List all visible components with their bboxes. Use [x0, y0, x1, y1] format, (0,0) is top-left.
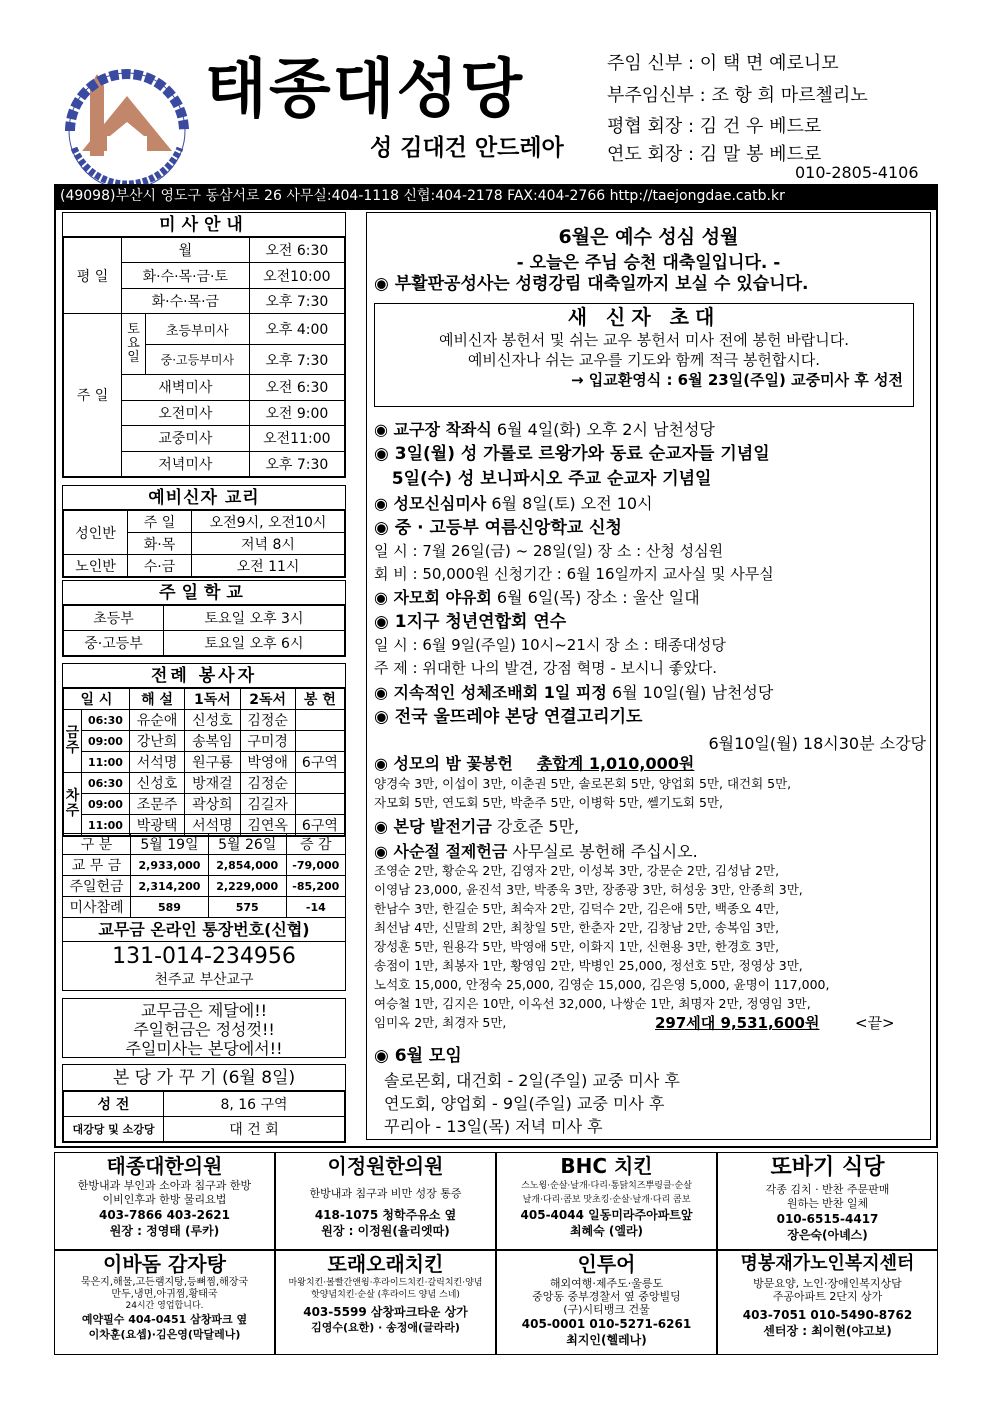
liturgy-header: 해 설: [129, 689, 184, 710]
finance-label: 미사참례: [63, 897, 131, 918]
ad-line: 한방내과 침구과 비만 성장 통증: [309, 1187, 462, 1200]
notice-heading: 6월은 예수 성심 성월: [558, 226, 739, 248]
liturgy-week-label: 차주: [64, 773, 82, 836]
invite-title: 새 신자 초대: [567, 305, 721, 329]
ad-ijeongwon-clinic: [275, 1152, 496, 1250]
mass-time: 오전11:00: [249, 426, 344, 451]
ad-name: 태종대한의원: [106, 1154, 223, 1178]
liturgy-cell: 조문주: [129, 794, 184, 815]
class-day: 주 일: [128, 511, 192, 533]
lent-line: 이영남 23,000, 윤진석 3만, 박종욱 3만, 장종광 3만, 허성웅 3만, 안종희 3만,: [374, 882, 803, 897]
notice-detail: 일 시 : 7월 26일(금) ~ 28일(일) 장 소 : 산청 성심원: [374, 542, 724, 560]
notice-subheading: - 오늘은 주님 승천 대축일입니다. -: [516, 253, 781, 273]
notice-detail: 회 비 : 50,000원 신청기간 : 6월 16일까지 교사실 및 사무실: [374, 565, 774, 583]
lent-line: 임미옥 2만, 최경자 5만,: [374, 1015, 507, 1030]
ad-ibadom-gamjatang: [54, 1250, 275, 1355]
ad-name: 이바돔 감자탕: [103, 1252, 226, 1276]
liturgy-cell: 박영애: [240, 752, 295, 773]
liturgy-header: 일 시: [64, 689, 130, 710]
meeting-title: ◉ 6월 모임: [374, 1046, 462, 1066]
account-number: 131-014-234956: [112, 944, 296, 969]
meeting-line: 꾸리아 - 13일(목) 저녁 미사 후: [384, 1117, 603, 1136]
lent-line: 송점이 1만, 최봉자 1만, 황영임 2만, 박병인 25,000, 정선호 5만, 정영상 3만,: [374, 958, 803, 973]
notice-item: [374, 420, 715, 439]
lent-line: 최선남 4만, 신말희 2만, 최창일 5만, 한춘자 2만, 김창남 2만, 송복임 3만,: [374, 920, 780, 935]
liturgy-cell: 신성호: [185, 710, 240, 731]
mass-time: 오전 6:30: [249, 375, 344, 400]
ad-line: 날개·다리·콤보 맛초킹·순살·날개·다리 콤보: [522, 1195, 691, 1205]
lent-line: 조영순 2만, 황순옥 2만, 김영자 2만, 이성복 3만, 강문순 2만, 김성남 2만,: [374, 863, 780, 878]
finance-header: 구 분: [63, 834, 131, 855]
saturday-label: 토요일: [122, 314, 146, 375]
catechumen-title: 예비신자 교리: [63, 486, 345, 510]
ad-owner: 최혜숙 (엘라): [569, 1224, 644, 1238]
text-span: ◉ 성모의 밤 꽃봉헌: [374, 754, 513, 773]
ad-name: BHC 치킨: [560, 1154, 653, 1178]
ad-line: 묵은지,해물,고든램지탕,등뼈찜,해장국: [80, 1277, 249, 1288]
lent-line: 장성훈 5만, 원용각 5만, 박영애 5만, 이화지 1만, 신현용 3만, 한경호 3만,: [374, 939, 780, 954]
liturgy-cell: 박광택: [129, 815, 184, 836]
sunday-school: [62, 580, 346, 657]
staff-phone: 010-2805-4106: [795, 163, 919, 182]
ad-name: 명봉재가노인복지센터: [740, 1253, 915, 1274]
text-span: ◉ 사순절 절제헌금: [374, 842, 508, 861]
liturgy-cell: 김연옥: [240, 815, 295, 836]
mass-time: 오전 9:00: [249, 400, 344, 425]
flower-line: 양경숙 3만, 이섭이 3만, 이춘권 5만, 솔로몬회 5만, 양업회 5만, 대건회 5만,: [374, 776, 792, 791]
liturgy-time: 09:00: [82, 794, 130, 815]
notice-indulgence: ◉ 부활판공성사는 성령강림 대축일까지 보실 수 있습니다.: [374, 274, 809, 294]
liturgy-cell: 유순애: [129, 710, 184, 731]
ad-ttoraeorae-chicken: [275, 1250, 496, 1355]
ad-line: 이비인후과 한방 물리요법: [102, 1193, 227, 1206]
ad-taejongdae-clinic: [54, 1152, 275, 1250]
mass-time: 오후 7:30: [249, 288, 344, 313]
address-bar: (49098)부산시 영도구 동삼서로 26 사무실:404-1118 신협:404-2178 FAX:404-2766 http://taejongdae.catb.kr: [54, 184, 938, 208]
invite-line: 예비신자 봉헌서 및 쉬는 교우 봉헌서 미사 전에 봉헌 바랍니다.: [439, 331, 849, 349]
mass-name: 중·고등부미사: [146, 344, 250, 375]
class-time: 오전 11시: [192, 555, 345, 577]
notice-item: ◉ 1지구 청년연합회 연수: [374, 612, 567, 632]
liturgy-cell: 신성호: [129, 773, 184, 794]
staff-associate-pastor: 부주임신부 : 조 항 희 마르첼리노: [607, 85, 868, 106]
finance-value: 2,314,200: [131, 876, 209, 897]
liturgy-cell: [295, 710, 344, 731]
liturgy-cell: 김정순: [240, 710, 295, 731]
notice-item: ◉ 전국 울뜨레야 본당 연결고리기도: [374, 707, 643, 727]
invite-line: 예비신자나 쉬는 교우를 기도와 함께 적극 봉헌합시다.: [467, 351, 821, 369]
finance-table: [62, 833, 346, 918]
class-day: 화·목: [128, 533, 192, 555]
mass-name: 저녁미사: [122, 451, 250, 476]
ad-phone: 405-4044 일동미라주아파트앞: [520, 1208, 693, 1222]
text-span: ◉ 본당 발전기금: [374, 817, 492, 836]
meeting-line: 솔로몬회, 대건회 - 2일(주일) 교중 미사 후: [384, 1071, 680, 1090]
ad-owner: 이차훈(요셉)·김은영(막달레나): [88, 1328, 241, 1341]
finance-header: 5월 19일: [131, 834, 209, 855]
liturgy-cell: 서석명: [129, 752, 184, 773]
ad-line: 중앙동 중부경찰서 옆 중앙빌딩: [532, 1290, 681, 1303]
class-day: 수·금: [128, 555, 192, 577]
ad-bhc-chicken: [496, 1152, 717, 1250]
church-title: 태종대성당: [205, 53, 525, 127]
slogan-line: 주일미사는 본당에서!!: [125, 1039, 283, 1058]
ad-line: 마왕치킨·볼빨간앤윙·후라이드치킨·갈릭치킨·양념: [288, 1278, 483, 1288]
liturgy-week-label: 금주: [64, 710, 82, 773]
liturgy-header: 봉 헌: [295, 689, 344, 710]
online-account: [62, 917, 346, 991]
liturgy-cell: 김길자: [240, 794, 295, 815]
cleaning-place: 대강당 및 소강당: [64, 1117, 164, 1142]
mass-name: 오전미사: [122, 400, 250, 425]
church-cleaning: [62, 1064, 346, 1143]
mass-time: 오후 4:00: [249, 314, 344, 345]
liturgy-time: 06:30: [82, 710, 130, 731]
notice-item: 5일(수) 성 보니파시오 주교 순교자 기념일: [374, 469, 712, 489]
notice-item: ◉ 3일(월) 성 가롤로 르왕가와 동료 순교자들 기념일: [374, 444, 770, 464]
ad-ttobagi-restaurant: [717, 1152, 938, 1250]
online-title: 교무금 온라인 통장번호(신협): [63, 918, 345, 942]
ad-line: 24시간 영업합니다.: [125, 1301, 204, 1311]
ad-owner: 장은숙(아녜스): [787, 1228, 868, 1242]
cleaning-who: 8, 16 구역: [164, 1092, 345, 1117]
notice-item: [374, 494, 653, 513]
finance-value: -85,200: [286, 876, 345, 897]
liturgy-title: 전례 봉사자: [63, 664, 345, 688]
finance-header: 증 감: [286, 834, 345, 855]
text-span: ◉ 자모회 야유회: [374, 588, 492, 607]
flower-total: 총합계 1,010,000원: [536, 754, 695, 773]
catechumen-class: [62, 485, 346, 578]
notice-item: [374, 683, 773, 702]
ad-owner: 원장 : 정영태 (루카): [109, 1224, 220, 1238]
class-time: 저녁 8시: [192, 533, 345, 555]
text-span: ◉ 교구장 착좌식: [374, 420, 492, 439]
ad-line: 해외여행·제주도·울릉도: [549, 1277, 664, 1290]
flower-line: 자모회 5만, 연도회 5만, 박춘주 5만, 이병학 5만, 쎌기도회 5만,: [374, 795, 723, 810]
liturgy-time: 09:00: [82, 731, 130, 752]
text-span: 6월 6일(목) 장소 : 울산 일대: [491, 588, 700, 607]
ad-name: 또바기 식당: [770, 1155, 885, 1180]
notice-detail: 주 제 : 위대한 나의 발견, 강점 혁명 - 보시니 좋았다.: [374, 659, 717, 677]
ad-phone: 403-7051 010-5490-8762: [742, 1308, 913, 1322]
finance-value: 2,854,000: [208, 855, 286, 876]
mass-day: 화·수·목·금: [122, 288, 250, 313]
school-group: 중·고등부: [64, 631, 164, 656]
staff-council-president: 평협 회장 : 김 건 우 베드로: [607, 116, 822, 137]
flower-offering: [374, 754, 694, 773]
mass-time: 오전10:00: [249, 263, 344, 288]
ad-owner: 최지인(헬레나): [566, 1333, 647, 1347]
invite-line: → 입교환영식 : 6월 23일(주일) 교중미사 후 성전: [571, 371, 903, 389]
class-group: 노인반: [64, 555, 128, 577]
liturgy-time: 11:00: [82, 752, 130, 773]
finance-header: 5월 26일: [208, 834, 286, 855]
text-span: 6월 4일(화) 오후 2시 남천성당: [491, 420, 715, 439]
building-fund: [374, 817, 579, 836]
finance-value: 575: [208, 897, 286, 918]
mass-schedule: [62, 212, 346, 478]
mass-name: 교중미사: [122, 426, 250, 451]
liturgy-cell: [295, 773, 344, 794]
class-time: 오전9시, 오전10시: [192, 511, 345, 533]
ad-phone: 418-1075 청학주유소 옆: [314, 1208, 457, 1222]
ad-line: 주공아파트 2단지 상가: [772, 1290, 883, 1303]
ad-line: 한방내과 부인과 소아과 침구과 한방: [77, 1179, 252, 1192]
mass-name: 초등부미사: [146, 314, 250, 345]
ad-phone: 예약필수 404-0451 삼창파크 옆: [81, 1313, 248, 1326]
liturgy-cell: [295, 794, 344, 815]
liturgy-cell: 서석명: [185, 815, 240, 836]
text-span: ◉ 성모신심미사: [374, 494, 487, 513]
ad-phone: 403-7866 403-2621: [98, 1208, 231, 1222]
ultreya-time: 6월10일(월) 18시30분 소강당: [708, 734, 926, 753]
liturgy-cell: 강난희: [129, 731, 184, 752]
ad-owner: 원장 : 이정원(율리엣따): [321, 1224, 450, 1238]
cleaning-title: 본 당 가 꾸 기 (6월 8일): [63, 1065, 345, 1091]
ad-line: 스노윙·순살·날개·다리·통닭치즈뿌링클·순살: [521, 1181, 692, 1191]
ad-owner: 센터장 : 최이현(야고보): [763, 1324, 892, 1338]
ad-line: 방문요양, 노인·장애인복지상담: [753, 1277, 902, 1290]
mass-day: 화·수·목·금·토: [122, 263, 250, 288]
new-member-invite: [374, 303, 914, 407]
ad-name: 또래오래치킨: [327, 1252, 444, 1276]
liturgy-servers: [62, 663, 346, 837]
lent-line: 여승철 1만, 김지은 10만, 이옥선 32,000, 나쌍순 1만, 최명자 2만, 정영임 3만,: [374, 996, 811, 1011]
sunday-label: 주 일: [64, 314, 122, 477]
finance-value: -14: [286, 897, 345, 918]
finance-value: 2,229,000: [208, 876, 286, 897]
mass-title: 미사안내: [63, 213, 345, 237]
mass-time: 오전 6:30: [249, 238, 344, 263]
mass-time: 오후 7:30: [249, 344, 344, 375]
ad-name: 인투어: [577, 1252, 636, 1276]
text-span: 강호준 5만,: [491, 817, 580, 836]
mass-time: 오후 7:30: [249, 451, 344, 476]
cleaning-place: 성 전: [64, 1092, 164, 1117]
sunday-school-title: 주일학교: [63, 581, 345, 605]
ad-phone: 010-6515-4417: [776, 1212, 879, 1226]
school-time: 토요일 오후 6시: [164, 631, 345, 656]
liturgy-cell: [295, 731, 344, 752]
ad-line: 원하는 반찬 일체: [786, 1197, 869, 1210]
lent-line: 한남수 3만, 한길순 5만, 최숙자 2만, 김덕수 2만, 김은애 5만, 백종오 4만,: [374, 901, 780, 916]
slogan-line: 교무금은 제달에!!: [140, 1001, 268, 1020]
finance-value: -79,000: [286, 855, 345, 876]
liturgy-time: 11:00: [82, 815, 130, 836]
notice-item: ◉ 중 · 고등부 여름신앙학교 신청: [374, 518, 622, 538]
liturgy-cell: 6구역: [295, 815, 344, 836]
finance-value: 589: [131, 897, 209, 918]
liturgy-header: 2독서: [240, 689, 295, 710]
liturgy-header: 1독서: [185, 689, 240, 710]
ad-myeongbong-welfare: [717, 1250, 938, 1355]
ad-line: 핫양념치킨·순살 (후라이드 양념 스네): [311, 1290, 460, 1300]
liturgy-time: 06:30: [82, 773, 130, 794]
text-span: 사무실로 봉헌해 주십시오.: [507, 842, 698, 861]
finance-label: 주일헌금: [63, 876, 131, 897]
lent-end-mark: <끝>: [855, 1014, 895, 1032]
school-group: 초등부: [64, 606, 164, 631]
class-group: 성인반: [64, 511, 128, 555]
ad-line: 각종 김치 · 반찬 주문판매: [765, 1183, 890, 1196]
mass-day: 월: [122, 238, 250, 263]
account-owner: 천주교 부산교구: [154, 972, 254, 988]
cleaning-who: 대 건 회: [164, 1117, 345, 1142]
staff-pastor: 주임 신부 : 이 택 면 예로니모: [607, 53, 839, 74]
ad-line: 만두,냉면,아귀찜,황태국: [111, 1289, 218, 1300]
finance-value: 2,933,000: [131, 855, 209, 876]
mass-name: 새벽미사: [122, 375, 250, 400]
liturgy-cell: 구미경: [240, 731, 295, 752]
weekday-label: 평 일: [64, 238, 122, 314]
ad-phone: 405-0001 010-5271-6261: [521, 1317, 692, 1331]
ad-name: 이정원한의원: [327, 1154, 444, 1178]
liturgy-cell: 방재걸: [185, 773, 240, 794]
text-span: 6월 8일(토) 오전 10시: [486, 494, 653, 513]
meeting-line: 연도회, 양업회 - 9일(주일) 교중 미사 후: [384, 1094, 665, 1113]
slogan-line: 주일헌금은 정성껏!!: [133, 1020, 275, 1039]
ad-line: (구)시티뱅크 건물: [563, 1303, 650, 1316]
liturgy-cell: 곽상희: [185, 794, 240, 815]
text-span: ◉ 지속적인 성체조배회 1일 피정: [374, 683, 607, 702]
finance-label: 교 무 금: [63, 855, 131, 876]
lent-total: 297세대 9,531,600원: [655, 1014, 820, 1032]
ad-phone: 403-5599 삼창파크타운 상가: [303, 1305, 468, 1319]
text-span: 6월 10일(월) 남천성당: [606, 683, 774, 702]
ad-intour-travel: [496, 1250, 717, 1355]
school-time: 토요일 오후 3시: [164, 606, 345, 631]
staff-yeondo-president: 연도 회장 : 김 말 봉 베드로: [607, 144, 822, 165]
liturgy-cell: 송복임: [185, 731, 240, 752]
lent-line: 노석호 15,000, 안정숙 25,000, 김영순 15,000, 김은영 5,000, 윤명이 117,000,: [374, 977, 830, 992]
liturgy-cell: 김정순: [240, 773, 295, 794]
ad-owner: 김영수(요한) · 송정애(글라라): [311, 1321, 460, 1334]
liturgy-cell: 원구룡: [185, 752, 240, 773]
notice-item: [374, 588, 700, 607]
slogan-box: [62, 998, 346, 1058]
patron-saint: 성 김대건 안드레아: [370, 135, 564, 161]
lent-offering: [374, 842, 698, 861]
liturgy-cell: 6구역: [295, 752, 344, 773]
notice-detail: 일 시 : 6월 9일(주일) 10시~21시 장 소 : 태종대성당: [374, 636, 726, 654]
